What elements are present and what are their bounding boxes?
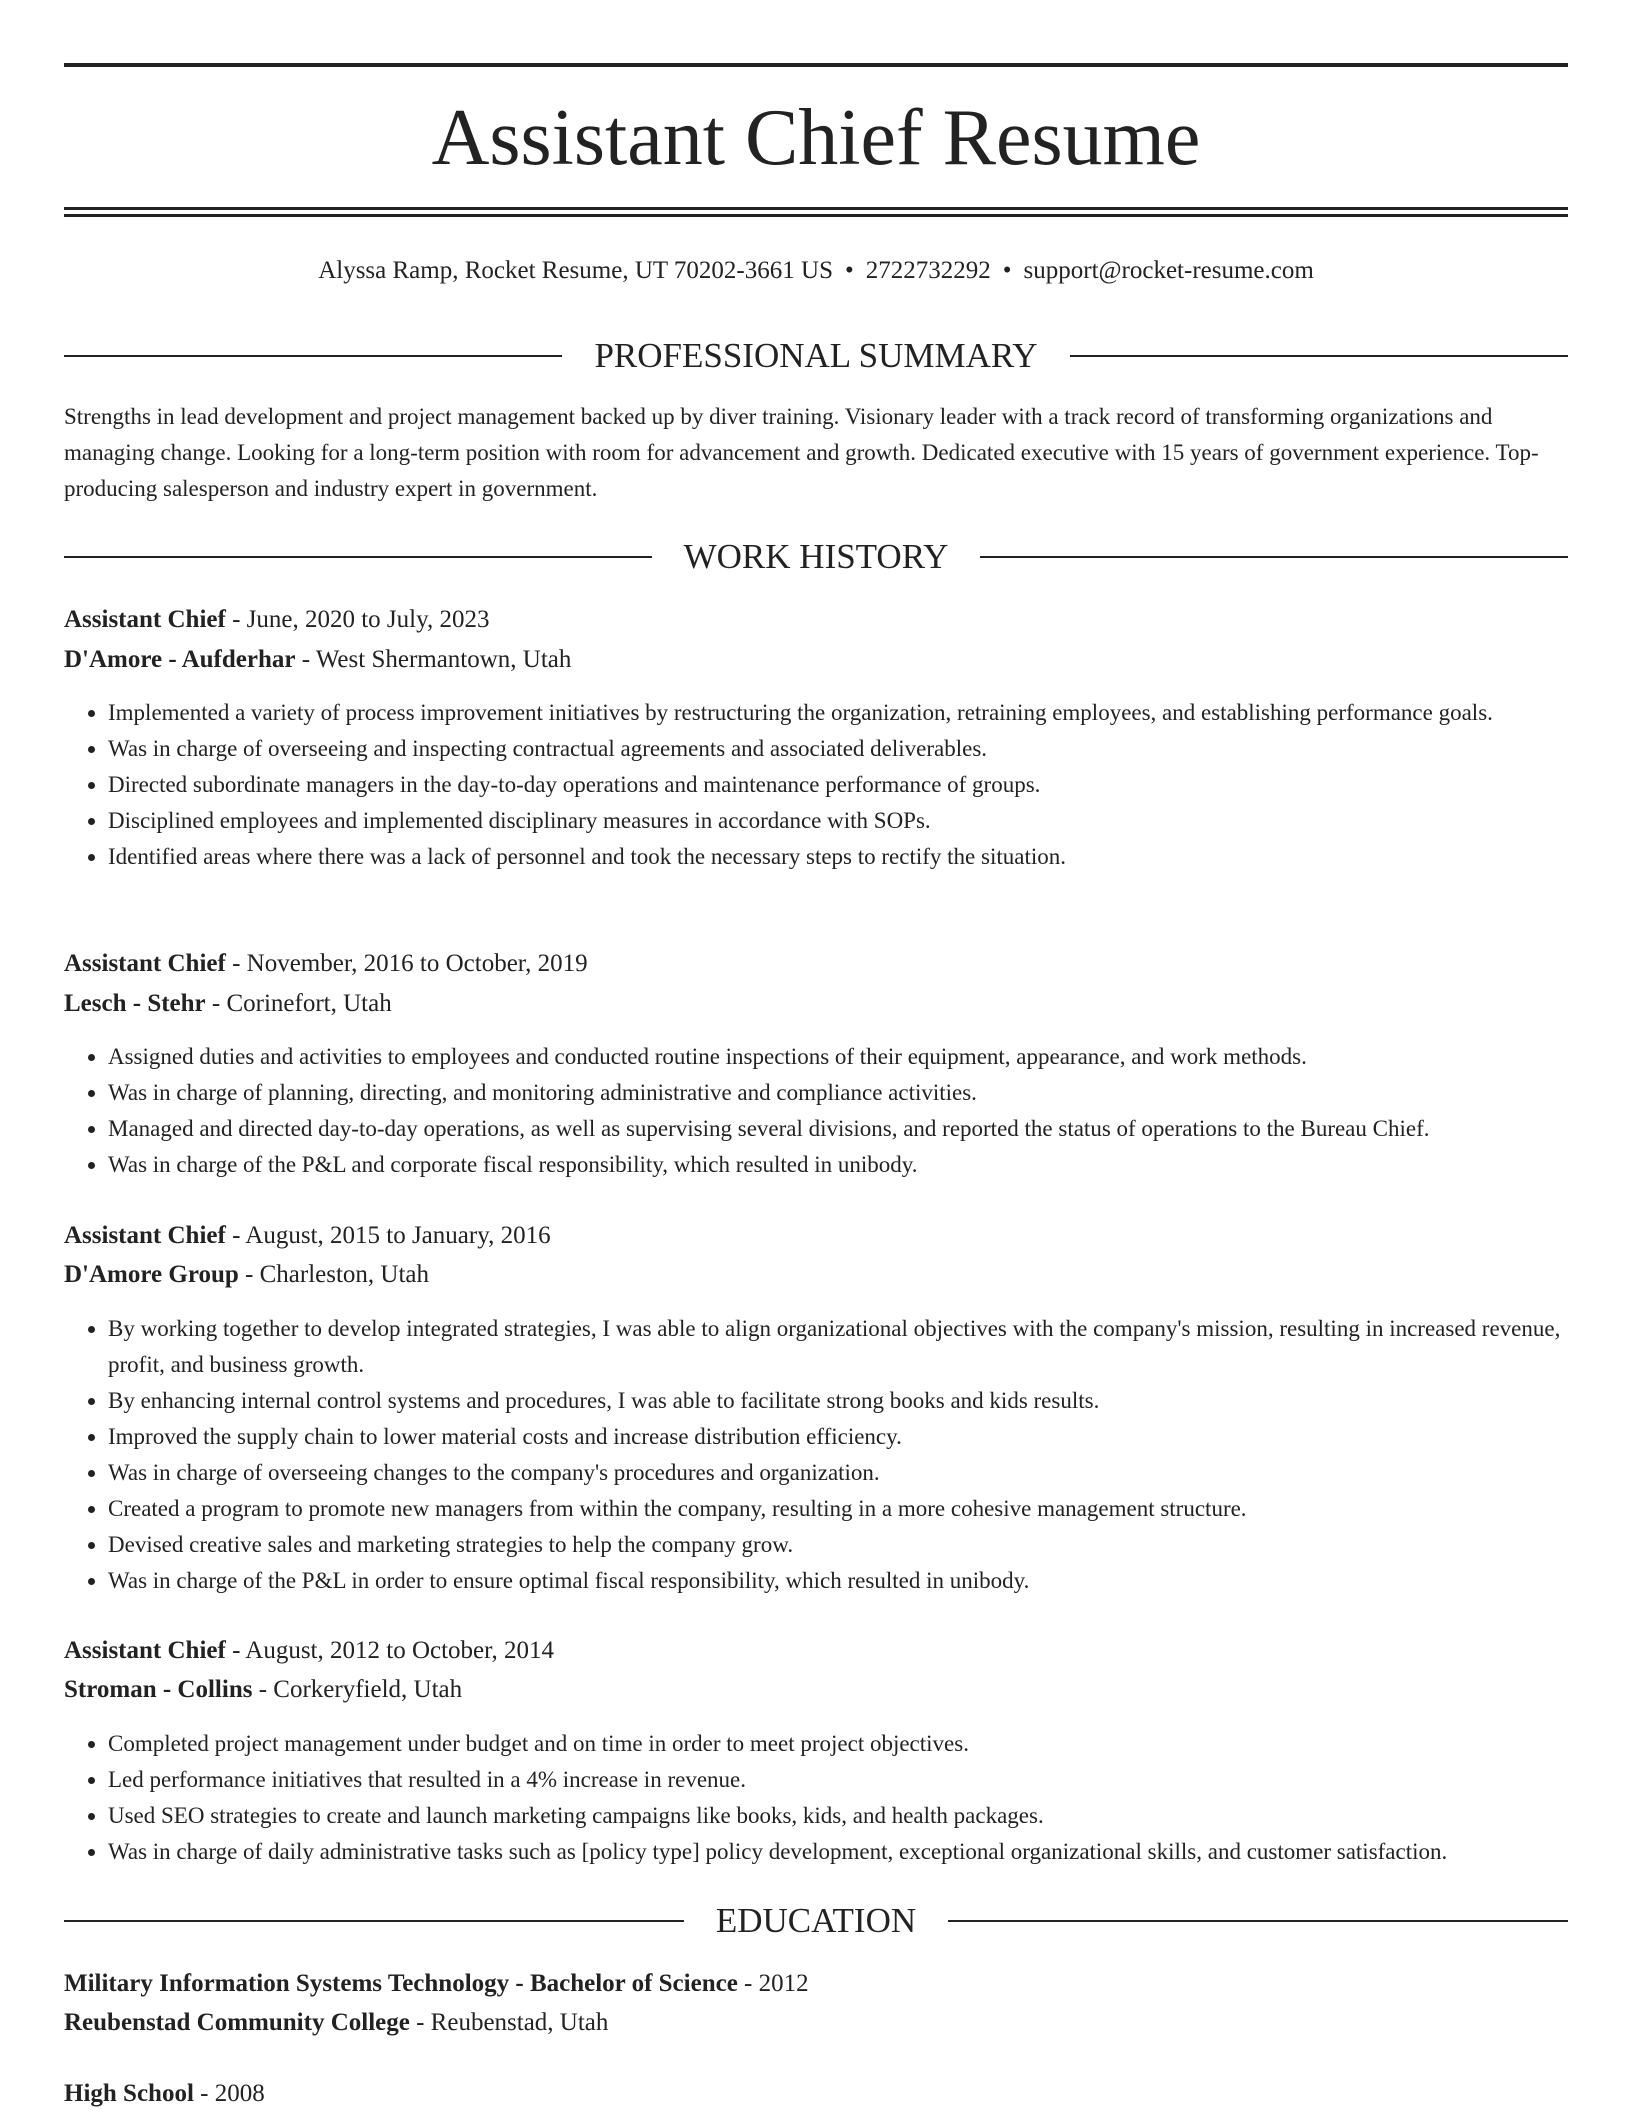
education-year: - 2008 (193, 2080, 265, 2107)
section-rule (948, 1920, 1568, 1922)
section-title: WORK HISTORY (683, 537, 949, 576)
job-title: Assistant Chief (64, 1222, 226, 1249)
bullet-item: • Directed subordinate managers in the day-to-day operations and maintenance performance of groups. (108, 767, 1568, 803)
contact-phone: 2722732292 (865, 257, 991, 284)
job-company: Stroman - Collins (64, 1676, 253, 1703)
bullet-item: • Implemented a variety of process improvement initiatives by restructuring the organization, retraining employees, and establishing performance goals. (108, 695, 1568, 731)
job-title: Assistant Chief (64, 950, 226, 977)
bullet-item: • Managed and directed day-to-day operations, as well as supervising several divisions, and reported the status of operations to the Bureau Chief. (108, 1111, 1568, 1147)
education-year: - 2012 (737, 1970, 809, 1997)
section-header-work-history (64, 537, 1568, 577)
job-company-line (64, 1675, 1568, 1705)
contact-address: Alyssa Ramp, Rocket Resume, UT 70202-3661 US (318, 257, 833, 284)
job-title-line (64, 1636, 1568, 1666)
job-title-line (64, 949, 1568, 979)
education-school-line (64, 2008, 1568, 2038)
contact-separator: • (844, 257, 854, 284)
bullet-item: • Improved the supply chain to lower material costs and increase distribution efficiency. (108, 1419, 1568, 1455)
bullet-item: • Identified areas where there was a lack of personnel and took the necessary steps to rectify the situation. (108, 839, 1568, 875)
bullet-item: • Was in charge of planning, directing, and monitoring administrative and compliance activities. (108, 1075, 1568, 1111)
section-rule (980, 556, 1568, 558)
bullet-item: • Created a program to promote new managers from within the company, resulting in a more cohesive management structure. (108, 1491, 1568, 1527)
bullet-item: • Was in charge of the P&L in order to ensure optimal fiscal responsibility, which resulted in unibody. (108, 1563, 1568, 1599)
education-degree: High School (64, 2080, 194, 2107)
bullet-item: • Was in charge of overseeing changes to the company's procedures and organization. (108, 1455, 1568, 1491)
job-company-line (64, 645, 1568, 675)
summary-text: Strengths in lead development and project management backed up by diver training. Visionary leader with a track record of transforming organizations and managing change. Looking for a long-term position with room for advancement and growth. Dedicated executive with 15 years of government experience. Top-producing salesperson and industry expert in government. (64, 404, 1539, 501)
job-location: - Corinefort, Utah (205, 990, 392, 1017)
job-company: Lesch - Stehr (64, 990, 206, 1017)
job-bullets (64, 1726, 1568, 1870)
title-double-rule (64, 207, 1568, 217)
section-title: EDUCATION (715, 1901, 917, 1940)
section-rule (64, 556, 652, 558)
section-rule (64, 355, 562, 357)
job-company: D'Amore Group (64, 1261, 239, 1288)
bullet-item: • Was in charge of overseeing and inspecting contractual agreements and associated deliverables. (108, 731, 1568, 767)
contact-line (0, 256, 1632, 286)
job-company-line (64, 1260, 1568, 1290)
section-header-education (64, 1901, 1568, 1941)
job-bullets (64, 1039, 1568, 1183)
document-title: Assistant Chief Resume (431, 94, 1201, 182)
bullet-item: • By working together to develop integrated strategies, I was able to align organizational objectives with the company's mission, resulting in increased revenue, profit, and business growth. (108, 1311, 1568, 1383)
job-company: D'Amore - Aufderhar (64, 646, 296, 673)
job-location: - West Shermantown, Utah (295, 646, 572, 673)
education-location: - Reubenstad, Utah (409, 2009, 609, 2036)
job-dates: - August, 2012 to October, 2014 (225, 1637, 554, 1664)
job-location: - Charleston, Utah (238, 1261, 430, 1288)
job-location: - Corkeryfield, Utah (252, 1676, 463, 1703)
bullet-item: • Was in charge of daily administrative tasks such as [policy type] policy development, exceptional organizational skills, and customer satisfaction. (108, 1834, 1568, 1870)
contact-separator: • (1002, 257, 1012, 284)
education-degree: Military Information Systems Technology - Bachelor of Science (64, 1970, 738, 1997)
job-dates: - August, 2015 to January, 2016 (225, 1222, 551, 1249)
section-rule (64, 1920, 684, 1922)
section-rule (1070, 355, 1568, 357)
contact-email: support@rocket-resume.com (1023, 257, 1314, 284)
job-company-line (64, 989, 1568, 1019)
education-degree-line (64, 1969, 1568, 1999)
section-header-summary (64, 336, 1568, 376)
bullet-item: • Used SEO strategies to create and launch marketing campaigns like books, kids, and health packages. (108, 1798, 1568, 1834)
education-degree-line (64, 2079, 1568, 2109)
bullet-item: • Assigned duties and activities to employees and conducted routine inspections of their equipment, appearance, and work methods. (108, 1039, 1568, 1075)
education-school: Reubenstad Community College (64, 2009, 410, 2036)
top-rule (64, 63, 1568, 67)
bullet-item: • Completed project management under budget and on time in order to meet project objectives. (108, 1726, 1568, 1762)
job-bullets (64, 1311, 1568, 1599)
job-bullets (64, 695, 1568, 875)
section-title: PROFESSIONAL SUMMARY (594, 336, 1038, 375)
bullet-item: • Disciplined employees and implemented disciplinary measures in accordance with SOPs. (108, 803, 1568, 839)
bullet-item: • By enhancing internal control systems and procedures, I was able to facilitate strong books and kids results. (108, 1383, 1568, 1419)
job-title-line (64, 605, 1568, 635)
bullet-item: • Devised creative sales and marketing strategies to help the company grow. (108, 1527, 1568, 1563)
job-dates: - November, 2016 to October, 2019 (225, 950, 588, 977)
job-title: Assistant Chief (64, 606, 226, 633)
job-dates: - June, 2020 to July, 2023 (225, 606, 490, 633)
job-title-line (64, 1221, 1568, 1251)
bullet-item: • Was in charge of the P&L and corporate fiscal responsibility, which resulted in unibody. (108, 1147, 1568, 1183)
bullet-item: • Led performance initiatives that resulted in a 4% increase in revenue. (108, 1762, 1568, 1798)
job-title: Assistant Chief (64, 1637, 226, 1664)
